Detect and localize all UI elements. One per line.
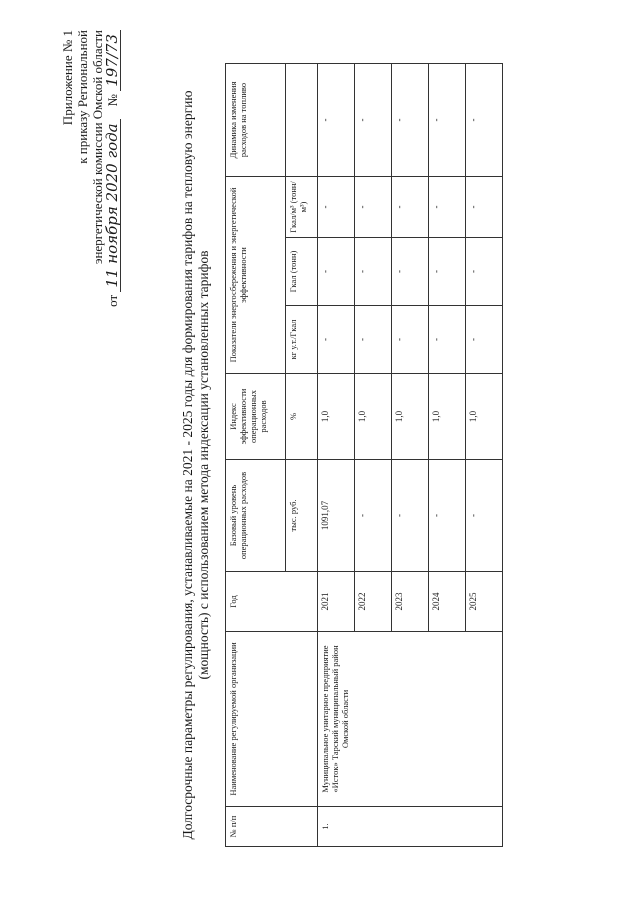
cell-base: - <box>392 460 429 572</box>
header-row <box>226 64 286 847</box>
title-line-1: Долгосрочные параметры регулирования, устанавливаемые на 2021 - 2025 годы для формирования тарифов на тепловую энергию <box>180 90 195 840</box>
annex-header <box>60 30 121 307</box>
cell-base: - <box>466 460 503 572</box>
row-number: 1. <box>318 807 503 847</box>
cell-dynamics: - <box>355 64 392 177</box>
unit-e3: Гкал/м³ (тонн/м³) <box>286 177 318 238</box>
table-row <box>318 64 355 847</box>
unit-e2: Гкал (тонн) <box>286 238 318 306</box>
unit-index: % <box>286 374 318 460</box>
cell-index: 1,0 <box>392 374 429 460</box>
cell-index: 1,0 <box>318 374 355 460</box>
number-label: № <box>105 94 120 107</box>
cell-index: 1,0 <box>466 374 503 460</box>
header-dynamics: Динамика изменения расходов на топливо <box>226 64 286 177</box>
header-year: Год <box>226 572 318 632</box>
cell-dynamics: - <box>318 64 355 177</box>
cell-e1: - <box>355 306 392 374</box>
cell-dynamics: - <box>392 64 429 177</box>
cell-index: 1,0 <box>429 374 466 460</box>
cell-e2: - <box>392 238 429 306</box>
cell-base: - <box>355 460 392 572</box>
cell-e1: - <box>429 306 466 374</box>
header-num: № п/п <box>226 807 318 847</box>
cell-year: 2023 <box>392 572 429 632</box>
cell-index: 1,0 <box>355 374 392 460</box>
cell-e2: - <box>355 238 392 306</box>
title-line-2: (мощность) с использованием метода индексации установленных тарифов <box>196 250 211 680</box>
header-energy: Показатели энергосбережения и энергетической эффективности <box>226 177 286 374</box>
unit-dynamics <box>286 64 318 177</box>
cell-e1: - <box>392 306 429 374</box>
parameters-table <box>225 63 503 847</box>
cell-e2: - <box>429 238 466 306</box>
cell-e3: - <box>466 177 503 238</box>
annex-line-2: к приказу Региональной <box>75 30 90 164</box>
unit-base: тыс. руб. <box>286 460 318 572</box>
org-name: Муниципальное унитарное предприятие «Исток» Тарский муниципальный район Омской области <box>318 632 503 807</box>
cell-e1: - <box>318 306 355 374</box>
cell-year: 2025 <box>466 572 503 632</box>
cell-e3: - <box>318 177 355 238</box>
unit-e1: кг у.т./Гкал <box>286 306 318 374</box>
header-base: Базовый уровень операционных расходов <box>226 460 286 572</box>
annex-line-1: Приложение № 1 <box>60 30 75 126</box>
document-title <box>180 55 212 875</box>
cell-base: - <box>429 460 466 572</box>
handwritten-number: 197/73 <box>105 30 121 91</box>
annex-date-line <box>105 30 121 307</box>
cell-year: 2022 <box>355 572 392 632</box>
cell-e3: - <box>392 177 429 238</box>
header-index: Индекс эффективности операционных расходов <box>226 374 286 460</box>
cell-year: 2024 <box>429 572 466 632</box>
cell-year: 2021 <box>318 572 355 632</box>
cell-dynamics: - <box>466 64 503 177</box>
cell-e3: - <box>355 177 392 238</box>
annex-line-3: энергетической комиссии Омской области <box>90 30 105 265</box>
cell-e1: - <box>466 306 503 374</box>
cell-e2: - <box>466 238 503 306</box>
cell-e2: - <box>318 238 355 306</box>
cell-base: 1091,07 <box>318 460 355 572</box>
cell-e3: - <box>429 177 466 238</box>
from-label: от <box>105 294 120 307</box>
header-org: Наименование регулируемой организации <box>226 632 318 807</box>
handwritten-date: 11 ноября 2020 года <box>105 119 121 291</box>
cell-dynamics: - <box>429 64 466 177</box>
